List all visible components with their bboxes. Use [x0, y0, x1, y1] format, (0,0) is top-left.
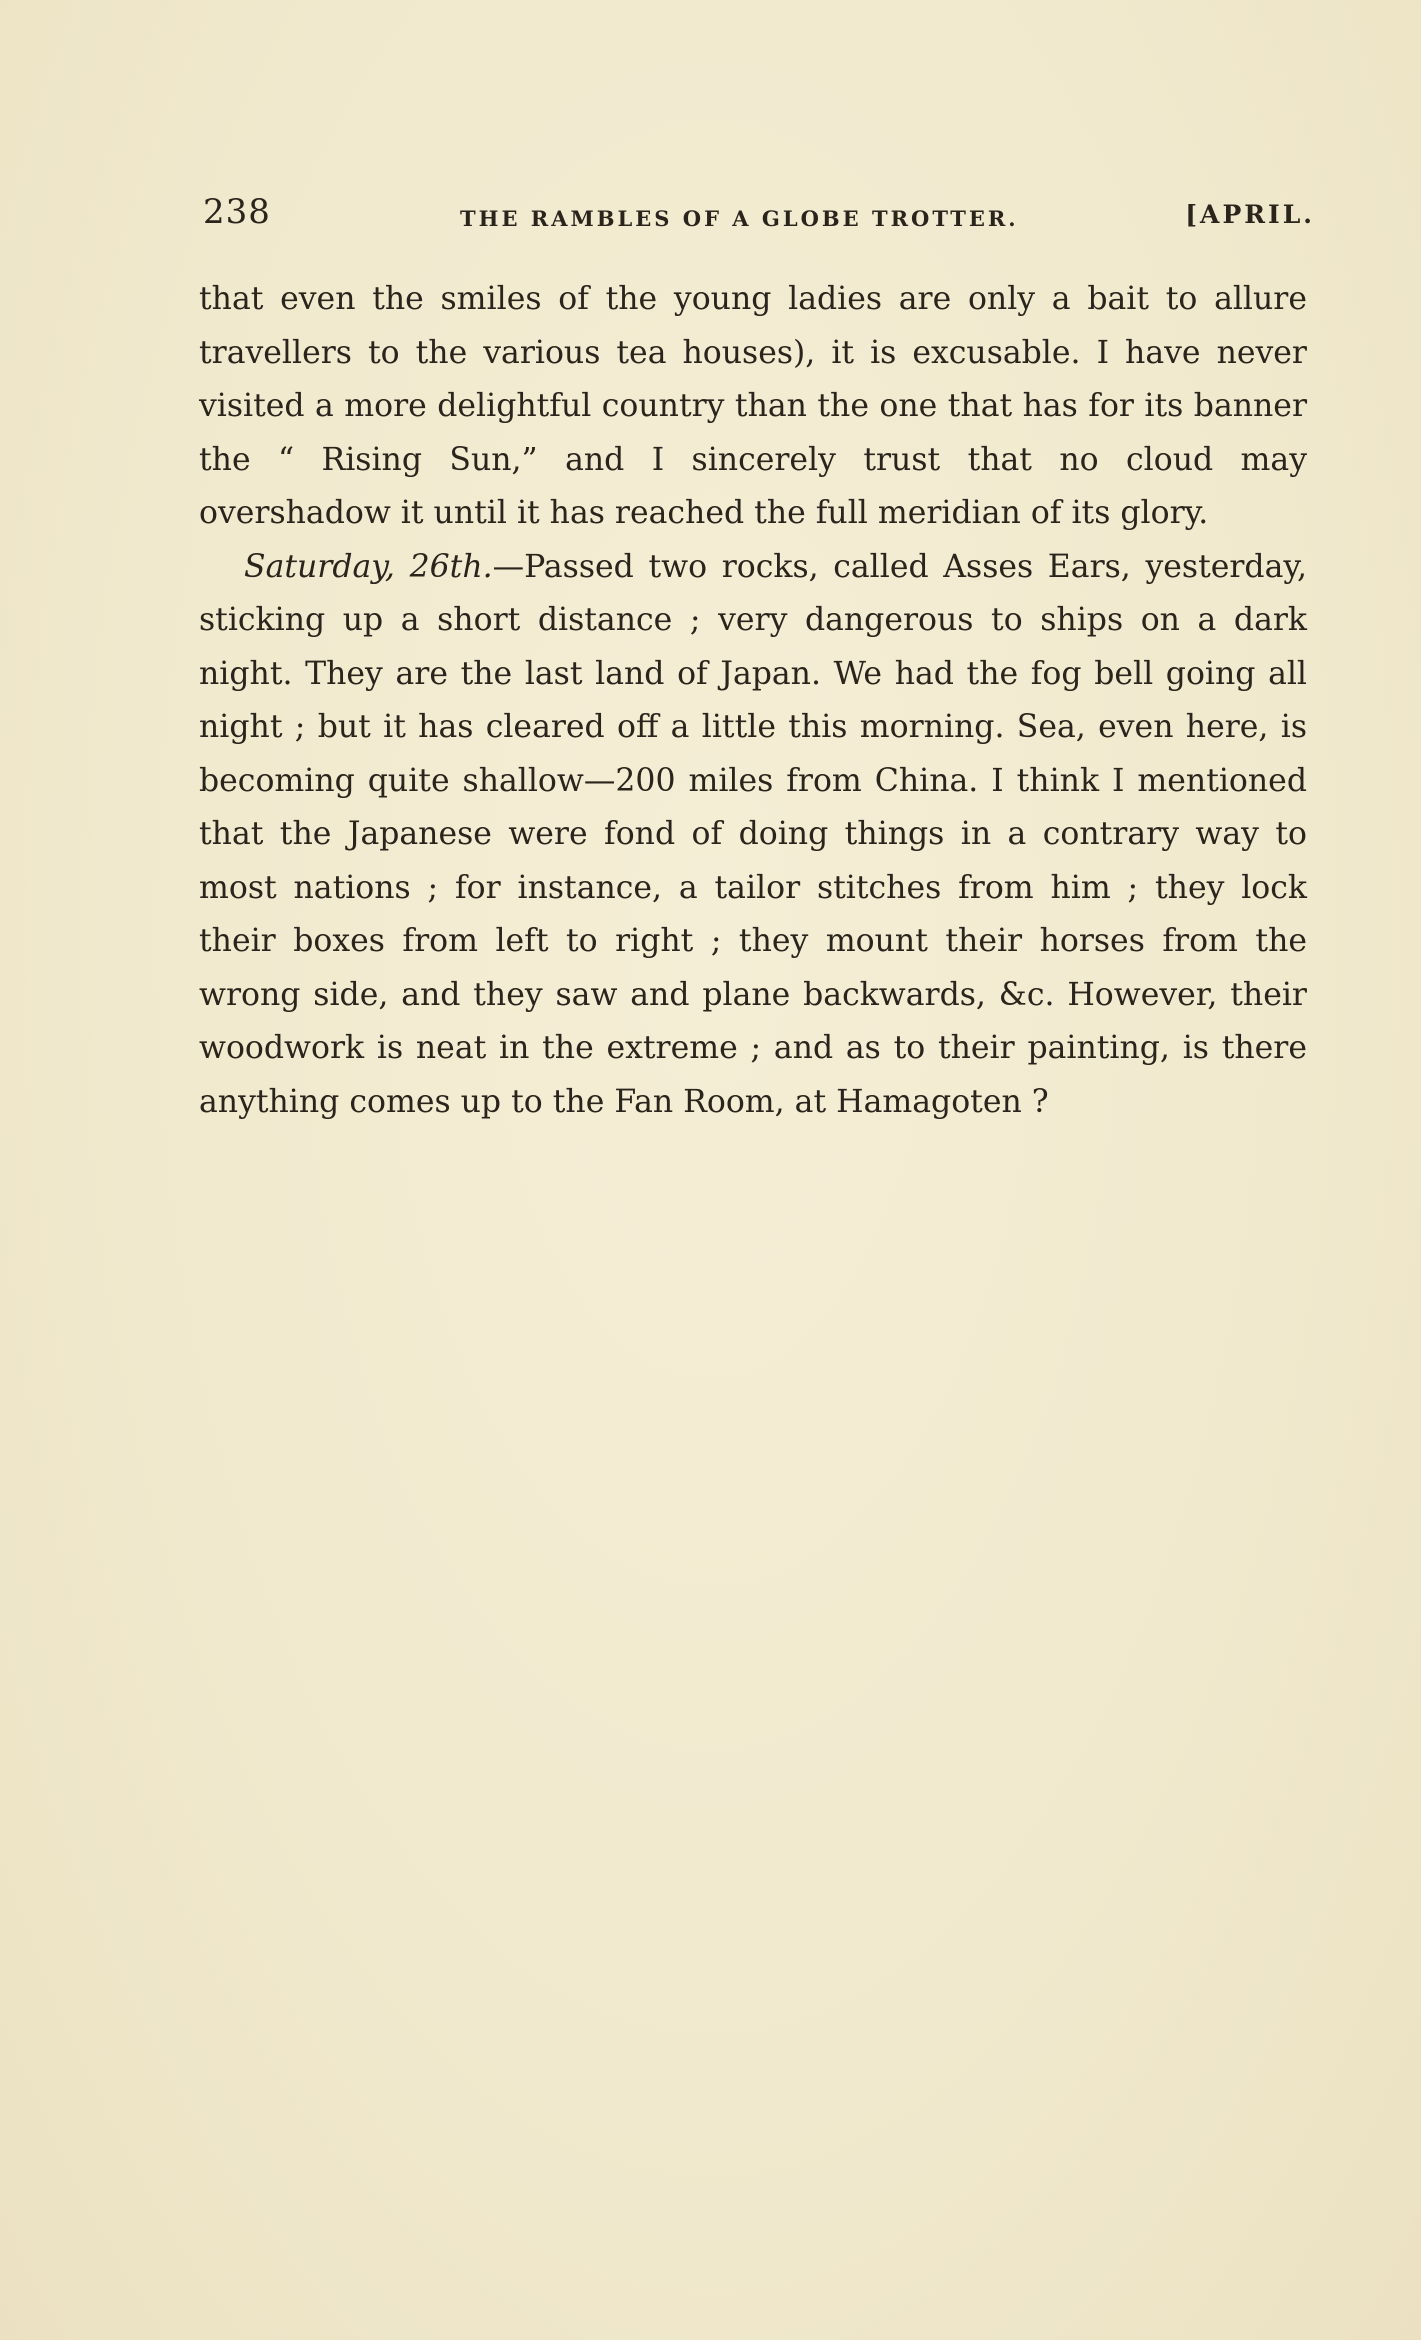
running-section: [APRIL. — [1185, 200, 1315, 229]
page-number: 238 — [203, 192, 271, 232]
diary-date: Saturday, 26th. — [244, 548, 493, 585]
page-header — [203, 192, 1315, 242]
paragraph-1-text: that even the smiles of the young ladies are only a bait to allure travellers to the various tea houses), it is excusable. I have never visited a more delightful country than the one that has for its banner the “ Rising Sun,” and I sincerely trust that no cloud may overshadow it until it has reached the full meridian of its glory. — [199, 281, 1307, 531]
paragraph-2-text: —Passed two rocks, called Asses Ears, yesterday, sticking up a short distance ; very dangerous to ships on a dark night. They are the last land of Japan. We had the fog bell going all night ; but it has cleared off a little this morning. Sea, even here, is becoming quite shallow—200 miles from China. I think I mentioned that the Japanese were fond of doing things in a contrary way to most nations ; for instance, a tailor stitches from him ; they lock their boxes from left to right ; they mount their horses from the wrong side, and they saw and plane backwards, &c. However, their woodwork is neat in the extreme ; and as to their painting, is there anything comes up to the Fan Room, at Hamagoten ? — [199, 548, 1307, 1120]
body-text — [199, 273, 1307, 1129]
running-title: THE RAMBLES OF A GLOBE TROTTER. — [460, 206, 1019, 231]
paragraph-2 — [199, 541, 1307, 1130]
paragraph-1 — [199, 273, 1307, 541]
